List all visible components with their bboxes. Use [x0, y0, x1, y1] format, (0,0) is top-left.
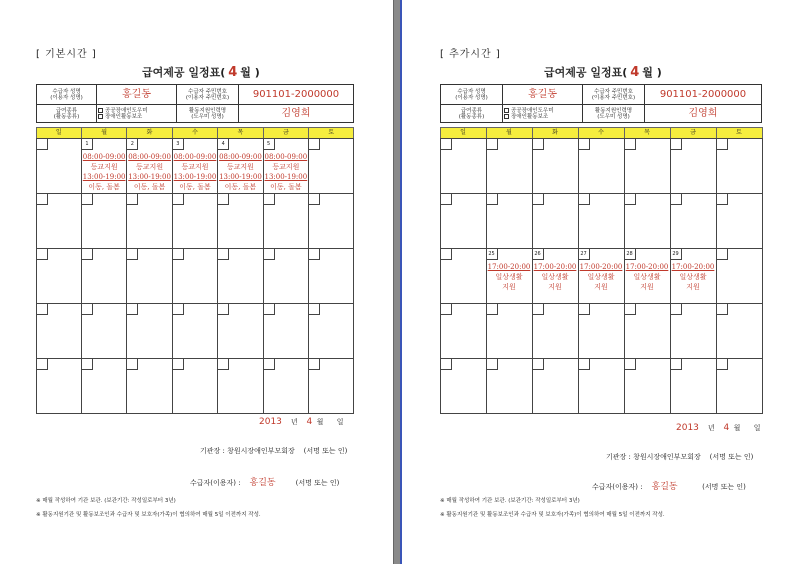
day-number	[441, 304, 452, 315]
day-number	[127, 304, 138, 315]
calendar-day-cell	[578, 193, 625, 249]
day-number	[441, 249, 452, 260]
calendar-day-cell	[624, 138, 671, 194]
day-number	[671, 194, 682, 205]
day-number	[173, 359, 184, 370]
calendar-day-cell	[486, 248, 533, 304]
calendar-day-cell	[217, 248, 263, 304]
calendar-grid	[36, 127, 354, 413]
calendar-day-cell	[440, 193, 487, 249]
schedule-line: 13:00-19:00	[264, 172, 308, 181]
schedule-line: 지원	[502, 282, 516, 291]
calendar-day-cell	[486, 193, 533, 249]
title-month: 4	[630, 65, 640, 80]
day-number: 26	[533, 249, 544, 260]
calendar-day-cell	[126, 193, 172, 249]
day-number	[37, 359, 48, 370]
weekday-header: 일	[36, 127, 82, 139]
day-number	[37, 249, 48, 260]
calendar-day-cell	[263, 138, 309, 194]
day-number	[82, 249, 93, 260]
calendar-day-cell	[81, 193, 127, 249]
calendar-day-cell	[172, 358, 218, 414]
calendar-day-cell	[126, 303, 172, 359]
schedule-entry	[173, 152, 217, 192]
schedule-line: 일상생활	[587, 272, 615, 281]
schedule-line: 등교지원	[181, 162, 209, 171]
calendar-day-cell	[624, 358, 671, 414]
calendar-day-cell	[81, 248, 127, 304]
schedule-line: 08:00-09:00	[173, 152, 217, 161]
day-number: 29	[671, 249, 682, 260]
agency-signature-line: 기관장 : 창원시장애인부모회장 (서명 또는 인)	[200, 447, 348, 455]
schedule-line: 17:00-20:00	[625, 262, 669, 271]
calendar-day-cell	[486, 303, 533, 359]
calendar-day-cell	[81, 303, 127, 359]
calendar-day-cell	[716, 358, 763, 414]
calendar-day-cell	[440, 303, 487, 359]
day-number: 27	[579, 249, 590, 260]
calendar-day-cell	[716, 248, 763, 304]
schedule-entry	[218, 152, 262, 192]
day-number	[441, 139, 452, 150]
schedule-line: 등교지원	[226, 162, 254, 171]
calendar-day-cell	[578, 248, 625, 304]
calendar-day-cell	[624, 303, 671, 359]
schedule-line: 일상생활	[495, 272, 523, 281]
document-page-additional	[400, 0, 800, 564]
schedule-entry	[579, 262, 624, 292]
note-1: ※ 매월 작성하여 기관 보관. (보관기간: 작성일로부터 3년)	[36, 498, 176, 504]
schedule-line: 17:00-20:00	[579, 262, 623, 271]
checkbox-icon	[98, 108, 103, 113]
day-number: 25	[487, 249, 498, 260]
calendar-day-cell	[486, 138, 533, 194]
recipient-name: 홍길동	[503, 85, 583, 105]
schedule-line: 17:00-20:00	[487, 262, 531, 271]
weekday-header: 수	[172, 127, 218, 139]
schedule-entry	[264, 152, 308, 192]
calendar-day-cell	[716, 303, 763, 359]
recipient-id: 901101-2000000	[239, 85, 354, 105]
weekday-header: 일	[440, 127, 487, 139]
day-number	[533, 139, 544, 150]
day-number	[309, 139, 320, 150]
calendar-grid	[440, 127, 762, 413]
schedule-line: 13:00-19:00	[219, 172, 262, 181]
schedule-line: 17:00-20:00	[671, 262, 715, 271]
day-number	[37, 194, 48, 205]
day-number	[441, 359, 452, 370]
day-number	[264, 359, 275, 370]
weekday-header: 금	[670, 127, 717, 139]
day-number	[309, 359, 320, 370]
recipient-signature-line: 수급자(이용자) : 홍길동 (서명 또는 인)	[592, 482, 746, 492]
calendar-day-cell	[532, 248, 579, 304]
schedule-line: 일상생활	[679, 272, 707, 281]
calendar-day-cell	[263, 358, 309, 414]
document-page-basic	[0, 0, 394, 564]
day-number: 3	[173, 139, 184, 150]
day-number	[717, 304, 728, 315]
calendar-day-cell	[81, 358, 127, 414]
day-number	[309, 194, 320, 205]
day-number	[579, 359, 590, 370]
day-number: 1	[82, 139, 93, 150]
calendar-day-cell	[36, 303, 82, 359]
calendar-day-cell	[670, 138, 717, 194]
schedule-entry	[487, 262, 532, 292]
schedule-line: 08:00-09:00	[219, 152, 262, 161]
weekday-header: 수	[578, 127, 625, 139]
calendar-day-cell	[36, 138, 82, 194]
day-number: 28	[625, 249, 636, 260]
checkbox-icon	[504, 114, 509, 119]
day-number	[717, 194, 728, 205]
day-number	[127, 359, 138, 370]
weekday-header: 금	[263, 127, 309, 139]
calendar-day-cell	[670, 303, 717, 359]
day-number	[82, 194, 93, 205]
schedule-entry	[625, 262, 670, 292]
calendar-day-cell	[263, 248, 309, 304]
day-number	[671, 139, 682, 150]
calendar-day-cell	[578, 138, 625, 194]
recipient-signature-line: 수급자(이용자) : 홍길동 (서명 또는 인)	[190, 478, 340, 488]
calendar-day-cell	[217, 358, 263, 414]
calendar-day-cell	[308, 303, 354, 359]
day-number	[218, 249, 229, 260]
section-label: [ 기본시간 ]	[36, 49, 97, 60]
schedule-line: 이동, 돌봄	[133, 182, 166, 191]
day-number	[487, 139, 498, 150]
schedule-entry	[127, 152, 171, 192]
schedule-entry	[533, 262, 578, 292]
day-number	[82, 359, 93, 370]
calendar-day-cell	[172, 138, 218, 194]
calendar-day-cell	[440, 248, 487, 304]
schedule-line: 지원	[640, 282, 654, 291]
calendar-day-cell	[532, 193, 579, 249]
schedule-line: 등교지원	[272, 162, 300, 171]
schedule-line: 17:00-20:00	[533, 262, 577, 271]
day-number	[218, 194, 229, 205]
calendar-day-cell	[578, 358, 625, 414]
schedule-line: 13:00-19:00	[82, 172, 126, 181]
day-number	[533, 194, 544, 205]
schedule-line: 일상생활	[541, 272, 569, 281]
calendar-day-cell	[36, 358, 82, 414]
schedule-entry	[82, 152, 126, 192]
weekday-header: 화	[126, 127, 172, 139]
calendar-day-cell	[126, 248, 172, 304]
day-number	[173, 304, 184, 315]
weekday-header: 월	[81, 127, 127, 139]
day-number	[37, 139, 48, 150]
day-number	[173, 249, 184, 260]
schedule-entry	[671, 262, 716, 292]
schedule-line: 등교지원	[90, 162, 118, 171]
schedule-line: 지원	[594, 282, 608, 291]
day-number	[218, 304, 229, 315]
checkbox-icon	[98, 114, 103, 119]
weekday-header: 토	[308, 127, 354, 139]
day-number	[127, 194, 138, 205]
schedule-title: 급여제공 일정표( 4 월 )	[142, 65, 260, 80]
schedule-line: 이동, 돌봄	[88, 182, 120, 191]
schedule-line: 08:00-09:00	[128, 152, 171, 161]
day-number	[717, 139, 728, 150]
helper-name: 김영희	[239, 105, 354, 123]
weekday-header: 목	[217, 127, 263, 139]
calendar-day-cell	[36, 248, 82, 304]
day-number	[487, 359, 498, 370]
day-number	[671, 359, 682, 370]
schedule-line: 13:00-19:00	[173, 172, 217, 181]
checkbox-icon	[504, 108, 509, 113]
day-number	[218, 359, 229, 370]
weekday-header: 토	[716, 127, 763, 139]
day-number	[579, 304, 590, 315]
day-number	[127, 249, 138, 260]
recipient-name: 홍길동	[97, 85, 177, 105]
day-number	[625, 139, 636, 150]
day-number	[309, 249, 320, 260]
weekday-header: 목	[624, 127, 671, 139]
day-number	[264, 304, 275, 315]
day-number: 2	[127, 139, 138, 150]
schedule-line: 지원	[548, 282, 562, 291]
day-number	[625, 359, 636, 370]
day-number	[441, 194, 452, 205]
calendar-day-cell	[217, 303, 263, 359]
calendar-day-cell	[578, 303, 625, 359]
weekday-header: 월	[486, 127, 533, 139]
day-number	[173, 194, 184, 205]
title-month: 4	[228, 65, 238, 80]
calendar-day-cell	[670, 358, 717, 414]
note-1: ※ 매월 작성하여 기관 보관. (보관기간: 작성일로부터 3년)	[440, 498, 580, 504]
day-number	[264, 249, 275, 260]
calendar-day-cell	[308, 358, 354, 414]
calendar-day-cell	[308, 193, 354, 249]
weekday-header: 화	[532, 127, 579, 139]
day-number	[717, 359, 728, 370]
calendar-day-cell	[624, 193, 671, 249]
calendar-day-cell	[308, 138, 354, 194]
date-line: 2013 년 4 월 일	[676, 423, 761, 433]
day-number	[37, 304, 48, 315]
recipient-id: 901101-2000000	[645, 85, 762, 105]
calendar-day-cell	[81, 138, 127, 194]
schedule-line: 이동, 돌봄	[270, 182, 302, 191]
calendar-day-cell	[532, 358, 579, 414]
day-number	[625, 304, 636, 315]
recipient-info-table: 수급자 성명 (이용자 성명) 홍길동 수급자 주민번호 (이용자 주민번호) 901101-2000000 급여종류 (활동종류) 공공장애인도우미 장애인활동보조 활동지원인력명 (도우미 성명) 김영희	[36, 84, 354, 123]
schedule-line: 이동, 돌봄	[179, 182, 211, 191]
calendar-day-cell	[532, 138, 579, 194]
day-number	[579, 139, 590, 150]
day-number	[533, 304, 544, 315]
schedule-line: 일상생활	[633, 272, 661, 281]
calendar-day-cell	[126, 358, 172, 414]
calendar-day-cell	[440, 138, 487, 194]
calendar-day-cell	[172, 303, 218, 359]
calendar-day-cell	[716, 138, 763, 194]
calendar-day-cell	[486, 358, 533, 414]
day-number	[264, 194, 275, 205]
schedule-line: 이동, 돌봄	[224, 182, 257, 191]
schedule-line: 08:00-09:00	[82, 152, 126, 161]
calendar-day-cell	[126, 138, 172, 194]
day-number	[487, 194, 498, 205]
agency-signature-line: 기관장 : 창원시장애인부모회장 (서명 또는 인)	[606, 453, 754, 461]
section-label: [ 추가시간 ]	[440, 49, 501, 60]
calendar-day-cell	[670, 248, 717, 304]
day-number	[625, 194, 636, 205]
day-number	[671, 304, 682, 315]
calendar-day-cell	[440, 358, 487, 414]
day-number	[82, 304, 93, 315]
calendar-day-cell	[217, 193, 263, 249]
calendar-day-cell	[716, 193, 763, 249]
calendar-day-cell	[532, 303, 579, 359]
calendar-day-cell	[263, 303, 309, 359]
schedule-line: 08:00-09:00	[264, 152, 308, 161]
date-line: 2013 년 4 월 일	[259, 417, 344, 427]
day-number	[579, 194, 590, 205]
schedule-line: 지원	[686, 282, 700, 291]
recipient-info-table: 수급자 성명 (이용자 성명) 홍길동 수급자 주민번호 (이용자 주민번호) 901101-2000000 급여종류 (활동종류) 공공장애인도우미 장애인활동보조 활동지원인력명 (도우미 성명) 김영희	[440, 84, 762, 123]
calendar-day-cell	[217, 138, 263, 194]
calendar-day-cell	[263, 193, 309, 249]
day-number	[309, 304, 320, 315]
calendar-day-cell	[36, 193, 82, 249]
day-number: 5	[264, 139, 275, 150]
day-number	[533, 359, 544, 370]
day-number	[487, 304, 498, 315]
schedule-line: 13:00-19:00	[128, 172, 171, 181]
note-2: ※ 활동지원기관 및 활동보조인과 수급자 및 보호자(가족)이 협의하여 매월 5일 이전까지 작성.	[440, 512, 665, 518]
calendar-day-cell	[624, 248, 671, 304]
calendar-day-cell	[308, 248, 354, 304]
calendar-day-cell	[172, 193, 218, 249]
schedule-title: 급여제공 일정표( 4 월 )	[544, 65, 662, 80]
calendar-day-cell	[172, 248, 218, 304]
helper-name: 김영희	[645, 105, 762, 123]
day-number	[717, 249, 728, 260]
schedule-line: 등교지원	[136, 162, 164, 171]
day-number: 4	[218, 139, 229, 150]
note-2: ※ 활동지원기관 및 활동보조인과 수급자 및 보호자(가족)이 협의하여 매월 5일 이전까지 작성.	[36, 512, 261, 518]
calendar-day-cell	[670, 193, 717, 249]
